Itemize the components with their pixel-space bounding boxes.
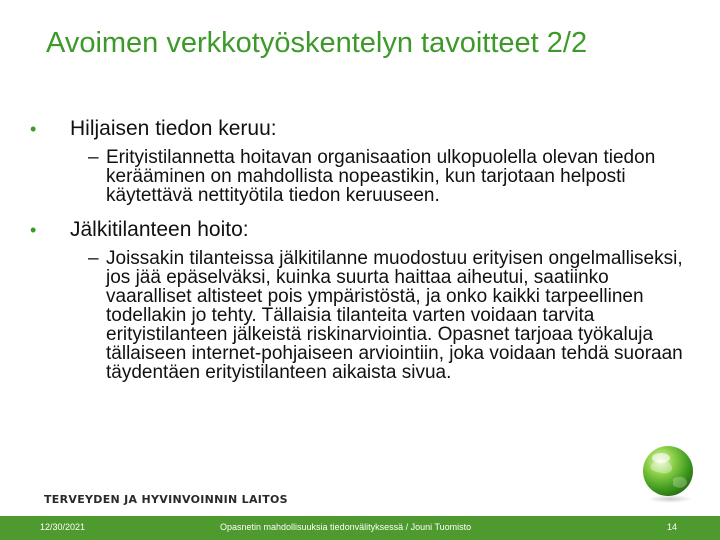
bullet-1 [30,116,690,142]
green-globe-icon [637,443,699,505]
footer-page-number: 14 [667,522,678,532]
footer-text: Opasnetin mahdollisuuksia tiedonvälityksessä / Jouni Tuomisto [220,522,472,532]
sub-bullet-2 [30,249,690,382]
bullet-dot: • [30,220,37,240]
sub-bullet-1-text: Erityistilannetta hoitavan organisaation ulkopuolella olevan tiedon kerääminen on mahdollista nopeastikin, kun tarjotaan helposti käytettävä nettityötila tiedon keruuseen. [106,147,656,206]
org-logo-text: TERVEYDEN JA HYVINVOINNIN LAITOS [44,493,288,506]
sub-bullet-dash: – [88,147,99,168]
sub-bullet-2-text: Joissakin tilanteissa jälkitilanne muodostuu erityisen ongelmalliseksi, jos jää epäselväksi, kuinka suurta haittaa aiheutui, saatiinko vaaralliset altisteet pois ympäristöstä, ja onko kaikki tarpeellinen todellakin jo tehty. Tällaisia tilanteita varten voidaan tarvita erityistilanteen jälkeistä riskinarviointia. Opasnet tarjoaa työkaluja tällaiseen internet-pohjaiseen arviointiin, joka voidaan tehdä suoraan täydentäen erityistilanteen aikaista sivua. [106,248,683,383]
bullet-1-text: Hiljaisen tiedon keruu: [70,117,277,140]
slide-footer [0,516,720,540]
bullet-2 [30,217,690,243]
slide-content [30,116,690,394]
slide-title: Avoimen verkkotyöskentelyn tavoitteet 2/2 [46,27,588,59]
sub-bullet-1 [30,148,690,205]
bullet-dot: • [30,119,37,139]
bullet-2-text: Jälkitilanteen hoito: [70,218,249,241]
sub-bullet-dash: – [88,248,99,269]
footer-date: 12/30/2021 [40,522,86,532]
